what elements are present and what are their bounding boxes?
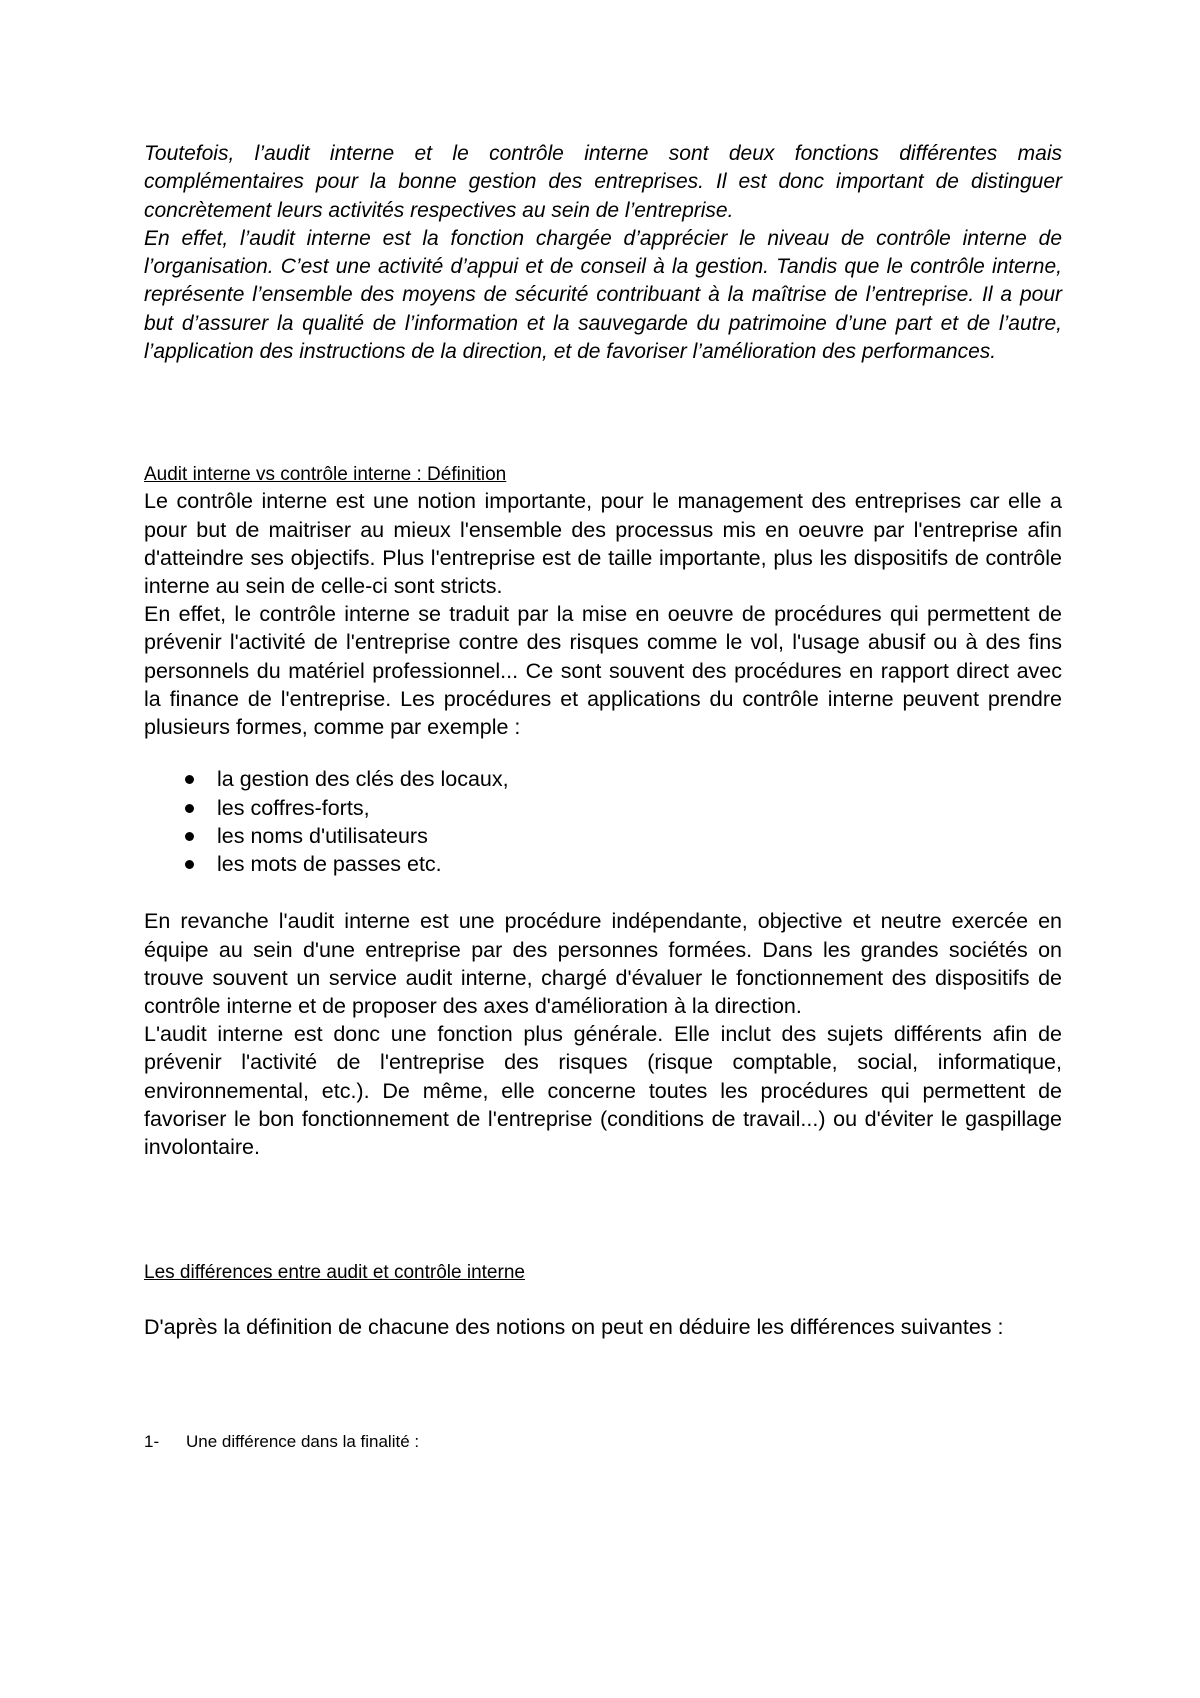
list-item-text: les mots de passes etc. bbox=[217, 852, 442, 877]
list-item-text: la gestion des clés des locaux, bbox=[217, 767, 509, 792]
body-paragraph: D'après la définition de chacune des notions on peut en déduire les différences suivantes : bbox=[144, 1315, 1004, 1340]
numbered-item bbox=[144, 1431, 1062, 1453]
body-paragraph: En effet, le contrôle interne se traduit par la mise en oeuvre de procédures qui permettent de prévenir l'activité de l'entreprise contre des risques comme le vol, l'usage abusif ou à des fins personnels du matériel professionnel... Ce sont souvent des procédures en rapport direct avec la finance de l'entreprise. Les procédures et applications du contrôle interne peuvent prendre plusieurs formes, comme par exemple : bbox=[144, 602, 1062, 739]
section-heading-definition: Audit interne vs contrôle interne : Définition bbox=[144, 464, 507, 486]
bullet-icon bbox=[185, 804, 194, 813]
body-paragraph: Le contrôle interne est une notion importante, pour le management des entreprises car elle a pour but de maitriser au mieux l'ensemble des processus mis en oeuvre par l'entreprise afin d'atteindre ses objectifs. Plus l'entreprise est de taille importante, plus les dispositifs de contrôle interne au sein de celle-ci sont stricts. bbox=[144, 489, 1062, 598]
body-paragraph: En revanche l'audit interne est une procédure indépendante, objective et neutre exercée en équipe au sein d'une entreprise par des personnes formées. Dans les grandes sociétés on trouve souvent un service audit interne, chargé d'évaluer le fonctionnement des dispositifs de contrôle interne et de proposer des axes d'amélioration à la direction. bbox=[144, 909, 1062, 1018]
intro-paragraph: Toutefois, l’audit interne et le contrôle interne sont deux fonctions différentes mais complémentaires pour la bonne gestion des entreprises. Il est donc important de distinguer concrètement leurs activités respectives au sein de l’entreprise. bbox=[144, 142, 1062, 222]
document-page bbox=[144, 140, 1062, 1453]
intro-block bbox=[144, 140, 1062, 366]
section-heading-differences: Les différences entre audit et contrôle interne bbox=[144, 1262, 525, 1284]
intro-paragraph: En effet, l’audit interne est la fonction chargée d’apprécier le niveau de contrôle interne de l’organisation. C’est une activité d’appui et de conseil à la gestion. Tandis que le contrôle interne, représente l’ensemble des moyens de sécurité contribuant à la maîtrise de l’entreprise. Il a pour but d’assurer la qualité de l’information et la sauvegarde du patrimoine d’une part et de l’autre, l’application des instructions de la direction, et de favoriser l’amélioration des performances. bbox=[144, 226, 1062, 364]
list-item-text: les coffres-forts, bbox=[217, 795, 370, 820]
bullet-icon bbox=[185, 832, 194, 841]
bullet-icon bbox=[185, 860, 194, 869]
item-text: Une différence dans la finalité : bbox=[186, 1432, 420, 1452]
list-item bbox=[144, 822, 1062, 850]
list-item bbox=[144, 765, 1062, 793]
list-item-text: les noms d'utilisateurs bbox=[217, 823, 428, 848]
bullet-list bbox=[144, 765, 1062, 878]
item-number: 1- bbox=[144, 1432, 160, 1452]
list-item bbox=[144, 794, 1062, 822]
body-paragraph: L'audit interne est donc une fonction plus générale. Elle inclut des sujets différents afin de prévenir l'activité de l'entreprise des risques (risque comptable, social, informatique, environnemental, etc.). De même, elle concerne toutes les procédures qui permettent de favoriser le bon fonctionnement de l'entreprise (conditions de travail...) ou d'éviter le gaspillage involontaire. bbox=[144, 1022, 1062, 1160]
bullet-icon bbox=[185, 775, 194, 784]
list-item bbox=[144, 850, 1062, 878]
